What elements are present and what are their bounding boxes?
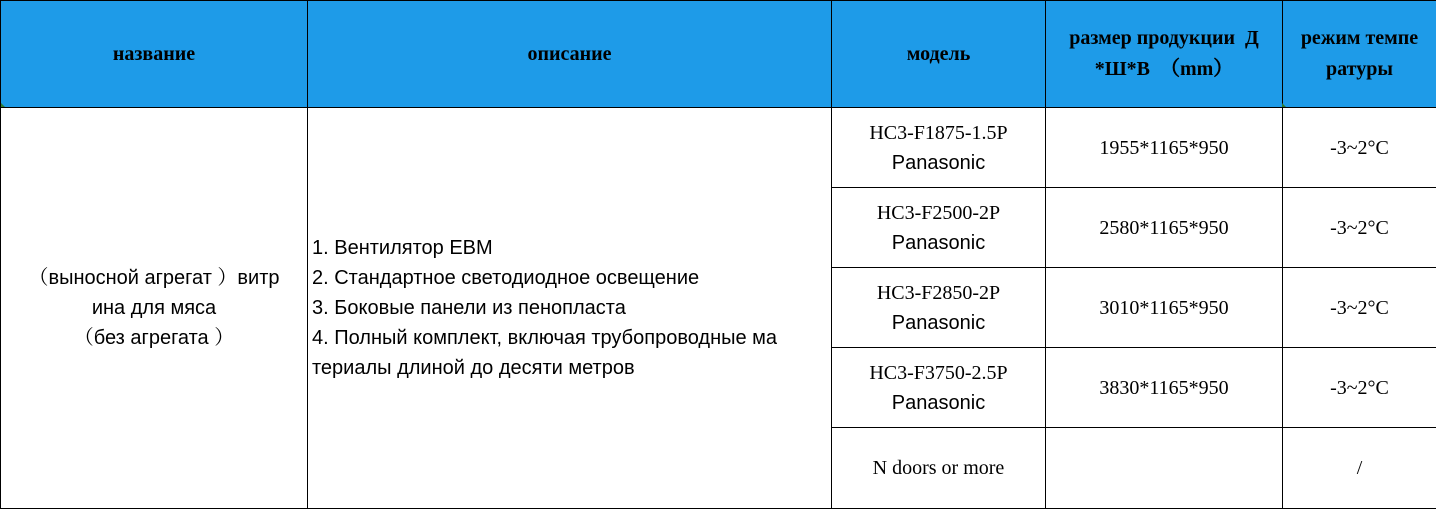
model-code: HC3-F3750-2.5P bbox=[869, 361, 1008, 384]
header-row bbox=[1, 1, 1436, 108]
size-cell bbox=[1046, 428, 1283, 509]
size-cell: 3830*1165*950 bbox=[1046, 348, 1283, 428]
model-code: HC3-F2500-2P bbox=[876, 201, 1001, 224]
size-cell: 1955*1165*950 bbox=[1046, 108, 1283, 188]
temp-cell: -3~2°C bbox=[1283, 348, 1436, 428]
model-brand: Panasonic bbox=[891, 311, 986, 334]
model-code: N doors or more bbox=[872, 457, 1005, 479]
temp-cell: -3~2°C bbox=[1283, 268, 1436, 348]
cell-marker-icon bbox=[1282, 103, 1286, 107]
product-description-cell bbox=[308, 108, 832, 509]
header-temperature bbox=[1283, 1, 1436, 108]
header-name bbox=[1, 1, 308, 108]
header-description bbox=[308, 1, 832, 108]
list-item: 4. Полный комплект, включая трубопроводные ма bbox=[312, 327, 778, 349]
header-model-label: модель bbox=[906, 42, 971, 65]
product-name-line: ина для мяса bbox=[91, 297, 217, 319]
model-cell bbox=[832, 268, 1046, 348]
header-temp-line2: ратуры bbox=[1326, 58, 1393, 80]
description-list bbox=[312, 233, 831, 383]
header-model bbox=[832, 1, 1046, 108]
temp-cell: / bbox=[1283, 428, 1436, 509]
temp-cell: -3~2°C bbox=[1283, 108, 1436, 188]
size-cell: 2580*1165*950 bbox=[1046, 188, 1283, 268]
model-brand: Panasonic bbox=[891, 231, 986, 254]
header-size-line1: размер продукции Д bbox=[1069, 27, 1259, 49]
model-cell bbox=[832, 188, 1046, 268]
model-cell bbox=[832, 108, 1046, 188]
header-description-label: описание bbox=[527, 42, 612, 65]
model-brand: Panasonic bbox=[891, 391, 986, 414]
list-item: териалы длиной до десяти метров bbox=[312, 357, 635, 379]
temp-cell: -3~2°C bbox=[1283, 188, 1436, 268]
product-name-line: （без агрегата ） bbox=[73, 327, 235, 349]
list-item: 2. Стандартное светодиодное освещение bbox=[312, 267, 700, 289]
size-cell: 3010*1165*950 bbox=[1046, 268, 1283, 348]
model-cell bbox=[832, 428, 1046, 509]
header-temp-line1: режим темпе bbox=[1300, 27, 1419, 49]
cell-marker-icon bbox=[1, 103, 5, 107]
header-name-label: название bbox=[112, 42, 196, 65]
list-item: 1. Вентилятор EBM bbox=[312, 237, 493, 259]
header-size bbox=[1046, 1, 1283, 108]
model-brand: Panasonic bbox=[891, 151, 986, 174]
table-row bbox=[1, 108, 1436, 188]
product-name-cell bbox=[1, 108, 308, 509]
product-name-line: （выносной агрегат ）витр bbox=[28, 267, 280, 289]
list-item: 3. Боковые панели из пенопласта bbox=[312, 297, 626, 319]
model-code: HC3-F1875-1.5P bbox=[869, 121, 1008, 144]
model-cell bbox=[832, 348, 1046, 428]
header-size-line2: *Ш*В （mm） bbox=[1094, 58, 1234, 80]
model-code: HC3-F2850-2P bbox=[876, 281, 1001, 304]
